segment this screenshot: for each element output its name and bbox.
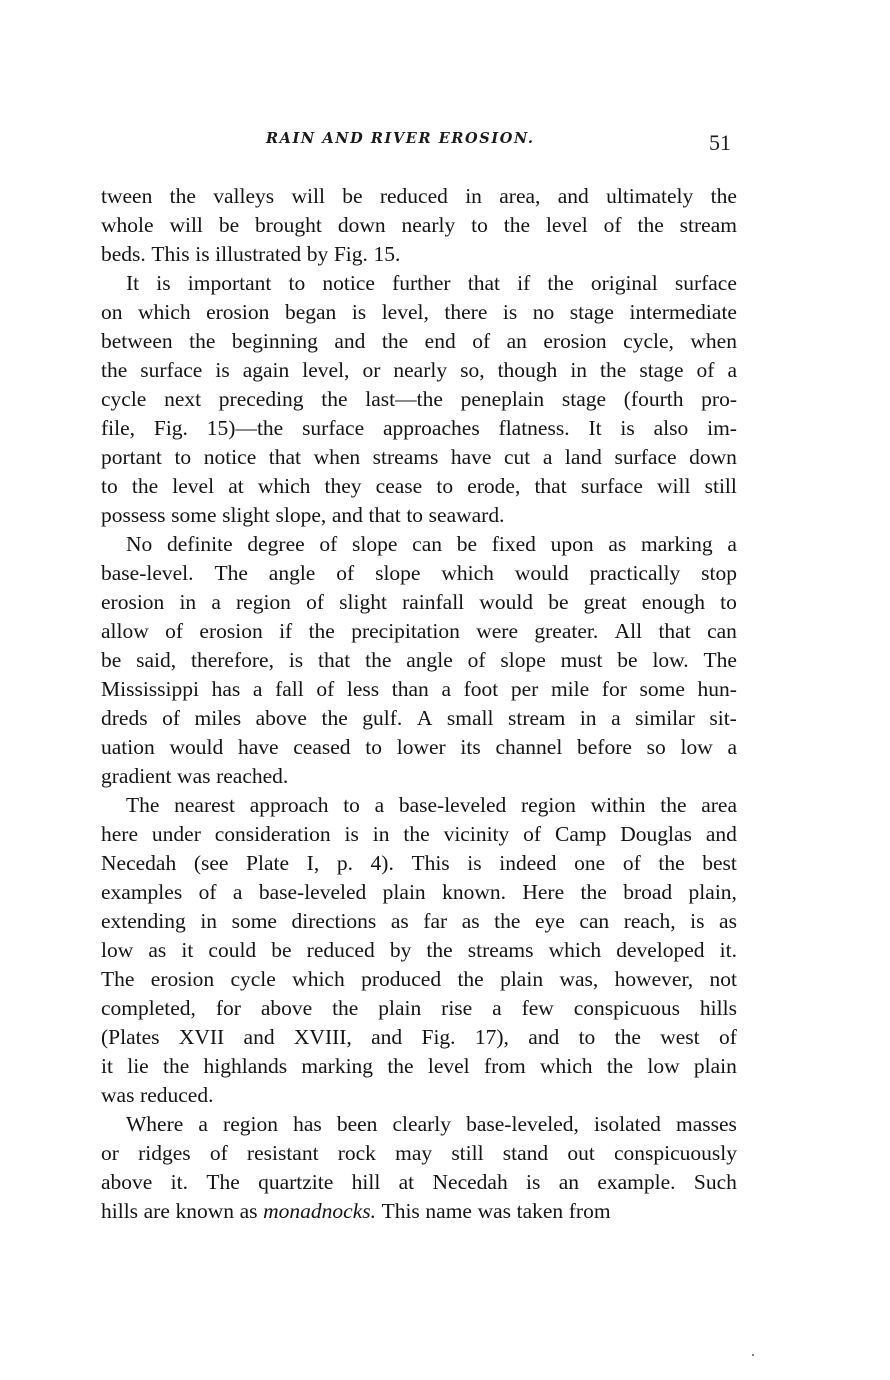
paragraph	[101, 269, 737, 530]
text-line: dreds of miles above the gulf. A small stream in a similar sit-	[101, 706, 737, 730]
text-line: possess some slight slope, and that to seaward.	[101, 503, 505, 527]
paper-speck	[752, 1354, 754, 1356]
text-line: between the beginning and the end of an erosion cycle, when	[101, 329, 737, 353]
text-line: The erosion cycle which produced the plain was, however, not	[101, 967, 737, 991]
text-line: The nearest approach to a base-leveled region within the area	[126, 793, 737, 817]
text-line: tween the valleys will be reduced in area, and ultimately the	[101, 184, 737, 208]
text-line: uation would have ceased to lower its channel before so low a	[101, 735, 737, 759]
text-line: It is important to notice further that if the original surface	[126, 271, 737, 295]
page-header	[0, 128, 890, 160]
text-line: low as it could be reduced by the streams which developed it.	[101, 938, 737, 962]
text-line: or ridges of resistant rock may still stand out conspicuously	[101, 1141, 737, 1165]
text-line: gradient was reached.	[101, 764, 289, 788]
text-line: beds. This is illustrated by Fig. 15.	[101, 242, 401, 266]
text-line: allow of erosion if the precipitation were greater. All that can	[101, 619, 737, 643]
page-number: 51	[709, 130, 731, 155]
text-line: erosion in a region of slight rainfall would be great enough to	[101, 590, 737, 614]
text-line: the surface is again level, or nearly so, though in the stage of a	[101, 358, 737, 382]
text-line: No definite degree of slope can be fixed upon as marking a	[126, 532, 737, 556]
text-line: Mississippi has a fall of less than a foot per mile for some hun-	[101, 677, 737, 701]
text-line: it lie the highlands marking the level from which the low plain	[101, 1054, 737, 1078]
text-line: here under consideration is in the vicinity of Camp Douglas and	[101, 822, 737, 846]
paragraph	[101, 791, 737, 1110]
text-line: hills are known as monadnocks. This name was taken from	[101, 1199, 611, 1223]
paragraph	[101, 1110, 737, 1226]
text-line: whole will be brought down nearly to the level of the stream	[101, 213, 737, 237]
paragraph	[101, 182, 737, 269]
text-line: base-level. The angle of slope which would practically stop	[101, 561, 737, 585]
running-head: RAIN AND RIVER EROSION.	[266, 130, 535, 147]
text-line: examples of a base-leveled plain known. Here the broad plain,	[101, 880, 737, 904]
text-line: portant to notice that when streams have cut a land surface down	[101, 445, 737, 469]
text-line: be said, therefore, is that the angle of slope must be low. The	[101, 648, 737, 672]
text-line: to the level at which they cease to erode, that surface will still	[101, 474, 737, 498]
paragraph	[101, 530, 737, 791]
text-line: file, Fig. 15)—the surface approaches flatness. It is also im-	[101, 416, 737, 440]
text-line: extending in some directions as far as the eye can reach, is as	[101, 909, 737, 933]
text-line: cycle next preceding the last—the peneplain stage (fourth pro-	[101, 387, 737, 411]
body-text	[101, 182, 737, 1226]
text-line: was reduced.	[101, 1083, 214, 1107]
text-line: above it. The quartzite hill at Necedah is an example. Such	[101, 1170, 737, 1194]
text-line: (Plates XVII and XVIII, and Fig. 17), and to the west of	[101, 1025, 737, 1049]
text-line: completed, for above the plain rise a few conspicuous hills	[101, 996, 737, 1020]
text-line: on which erosion began is level, there is no stage intermediate	[101, 300, 737, 324]
text-line: Where a region has been clearly base-leveled, isolated masses	[126, 1112, 737, 1136]
text-line: Necedah (see Plate I, p. 4). This is indeed one of the best	[101, 851, 737, 875]
